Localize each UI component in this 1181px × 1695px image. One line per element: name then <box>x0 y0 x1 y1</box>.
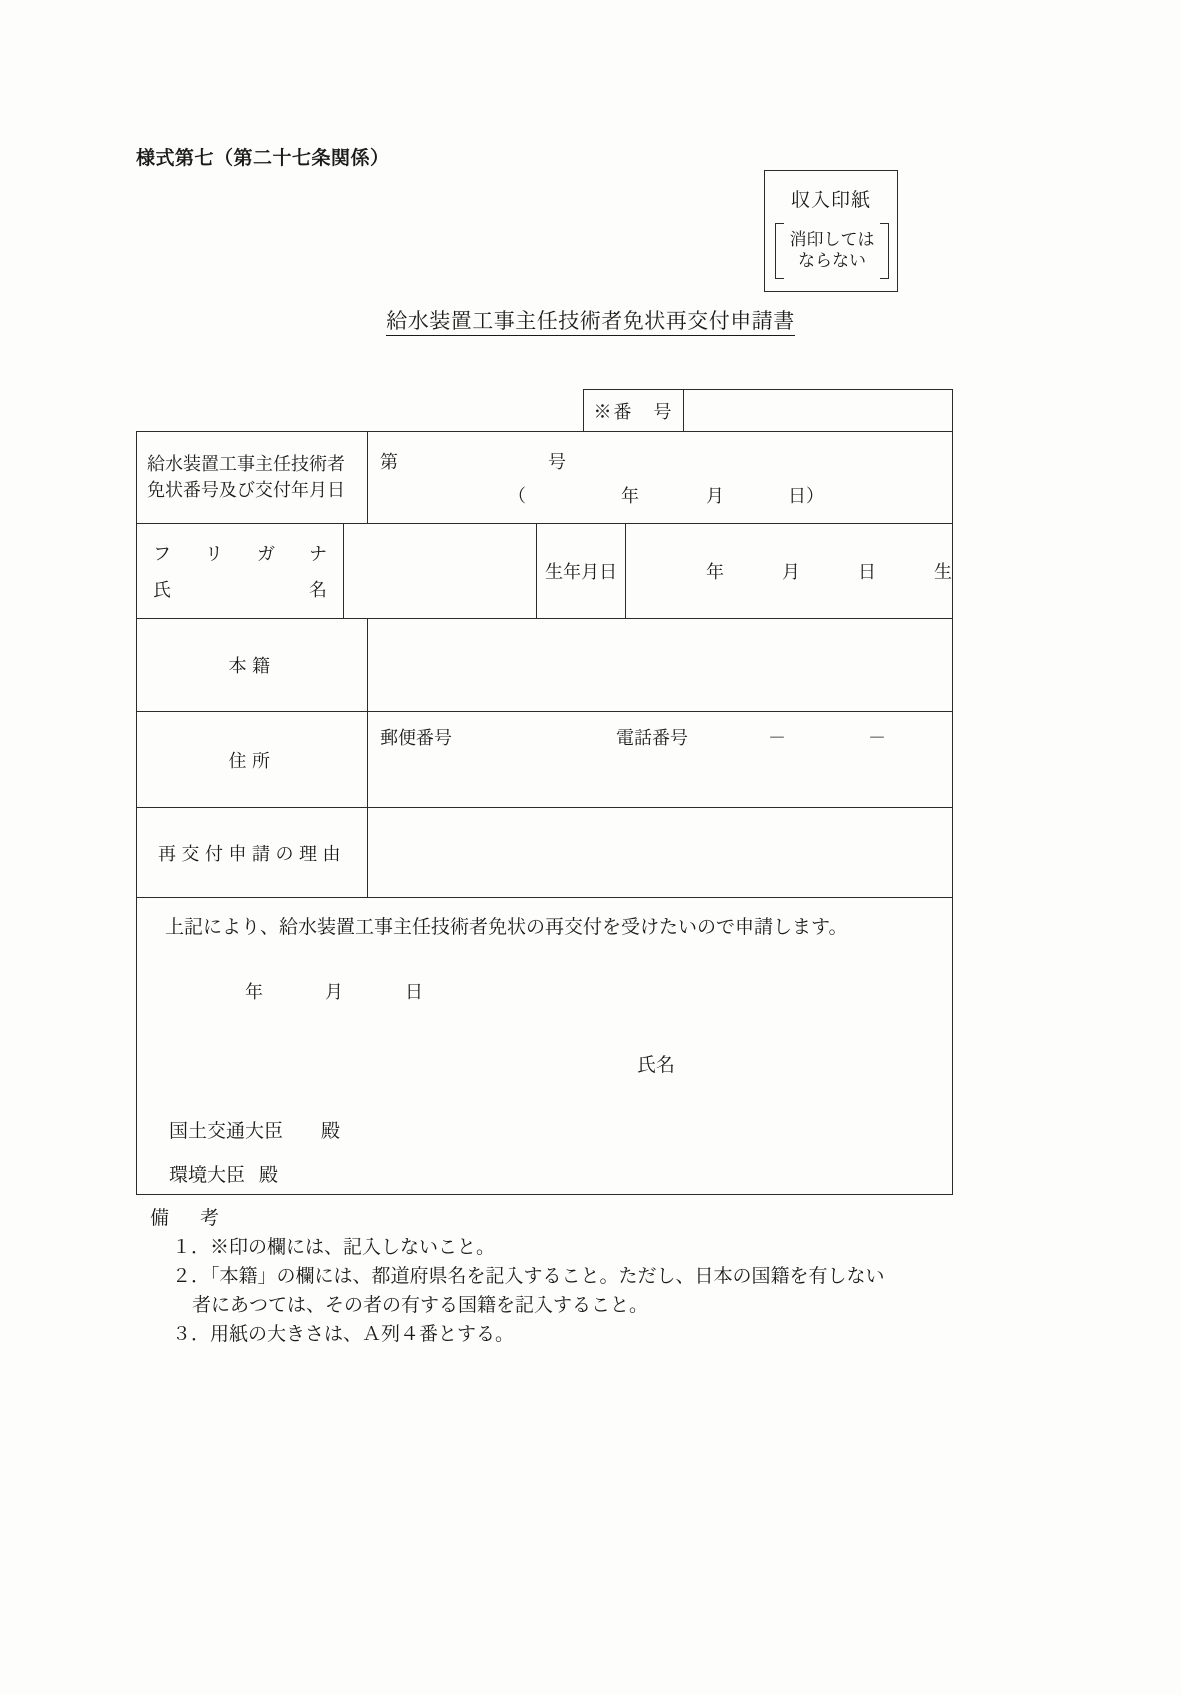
furigana-char-1: フ <box>153 544 171 564</box>
birth-month-mark: 月 <box>782 562 800 582</box>
notes-title: 備 考 <box>150 1208 226 1229</box>
table-row-address <box>137 712 952 808</box>
reference-number-field[interactable] <box>684 390 952 431</box>
address-field[interactable] <box>368 712 952 807</box>
telephone-dash-1: － <box>768 728 786 748</box>
license-paren-open: （ <box>508 486 526 506</box>
addressee-minister-env-title: 環境大臣 <box>169 1165 246 1186</box>
birth-day-mark: 日 <box>858 562 876 582</box>
license-label <box>137 432 368 523</box>
document-title-text: 給水装置工事主任技術者免状再交付申請書 <box>386 309 795 336</box>
reason-label: 再交付申請の理由 <box>137 808 368 897</box>
addressee-minister-env-honorific: 殿 <box>259 1165 279 1186</box>
furigana-char-3: ガ <box>257 544 276 564</box>
license-label-line2: 免状番号及び交付年月日 <box>147 479 345 500</box>
revenue-stamp-note <box>784 223 880 279</box>
name-field[interactable] <box>344 524 537 618</box>
honseki-label: 本籍 <box>137 619 368 711</box>
furigana-char-2: リ <box>205 544 224 564</box>
birth-sei-mark: 生 <box>934 562 952 582</box>
license-gou-mark: 号 <box>548 452 566 472</box>
statement-year-mark: 年 <box>245 982 263 1002</box>
birthdate-label: 生年月日 <box>537 524 626 618</box>
fullname-label <box>147 576 333 602</box>
revenue-stamp-bracket <box>775 223 889 279</box>
notes-section <box>150 1205 980 1349</box>
addressee-minister-mlit-title: 国土交通大臣 <box>169 1121 284 1142</box>
revenue-stamp-note-line2: ならない <box>798 251 866 270</box>
honseki-field[interactable] <box>368 619 952 711</box>
birthdate-field[interactable] <box>626 524 952 618</box>
note-item: １．※印の欄には、記入しないこと。 <box>172 1236 496 1258</box>
note-item: ３．用紙の大きさは、Ａ列４番とする。 <box>172 1323 515 1345</box>
table-row-honseki <box>137 619 952 712</box>
reference-number-box <box>583 389 953 431</box>
reason-field[interactable] <box>368 808 952 897</box>
license-dai-mark: 第 <box>380 452 398 472</box>
signature-name-label[interactable]: 氏名 <box>637 1055 676 1076</box>
statement-block <box>137 898 952 1194</box>
addressee-minister-mlit <box>169 1116 340 1143</box>
revenue-stamp-note-line1: 消印しては <box>789 230 875 250</box>
furigana-char-4: ナ <box>309 544 328 564</box>
statement-text: 上記により、給水装置工事主任技術者免状の再交付を受けたいので申請します。 <box>165 917 848 938</box>
reference-number-label: ※番 号 <box>584 390 684 431</box>
revenue-stamp-title: 収入印紙 <box>790 190 871 211</box>
revenue-stamp-box <box>764 170 898 292</box>
license-month-mark: 月 <box>706 486 724 506</box>
telephone-dash-2: － <box>868 728 886 748</box>
form-number: 様式第七（第二十七条関係） <box>136 148 390 169</box>
document-title <box>0 305 1181 335</box>
license-field[interactable] <box>368 432 952 523</box>
application-table <box>136 431 953 1195</box>
address-label: 住所 <box>137 712 368 807</box>
license-year-mark: 年 <box>621 486 639 506</box>
license-label-line1: 給水装置工事主任技術者 <box>147 453 345 474</box>
statement-day-mark: 日 <box>405 982 423 1002</box>
fullname-char-1: 氏 <box>153 580 171 600</box>
statement-month-mark: 月 <box>325 982 343 1002</box>
addressee-minister-mlit-honorific: 殿 <box>321 1121 341 1142</box>
fullname-char-2: 名 <box>309 580 328 600</box>
statement-date[interactable] <box>245 978 423 1004</box>
note-item: ２．「本籍」の欄には、都道府県名を記入すること。ただし、日本の国籍を有しない <box>172 1265 885 1287</box>
name-label <box>137 524 344 618</box>
table-row-name <box>137 524 952 619</box>
postal-code-label: 郵便番号 <box>380 728 452 748</box>
telephone-label: 電話番号 <box>616 728 688 748</box>
birth-year-mark: 年 <box>706 562 724 582</box>
table-row-license <box>137 432 952 524</box>
license-day-mark: 日） <box>788 486 824 506</box>
note-item-continued: 者にあつては、その者の有する国籍を記入すること。 <box>192 1294 649 1316</box>
furigana-label <box>147 540 333 566</box>
addressee-minister-env <box>169 1160 278 1187</box>
table-row-reason <box>137 808 952 898</box>
